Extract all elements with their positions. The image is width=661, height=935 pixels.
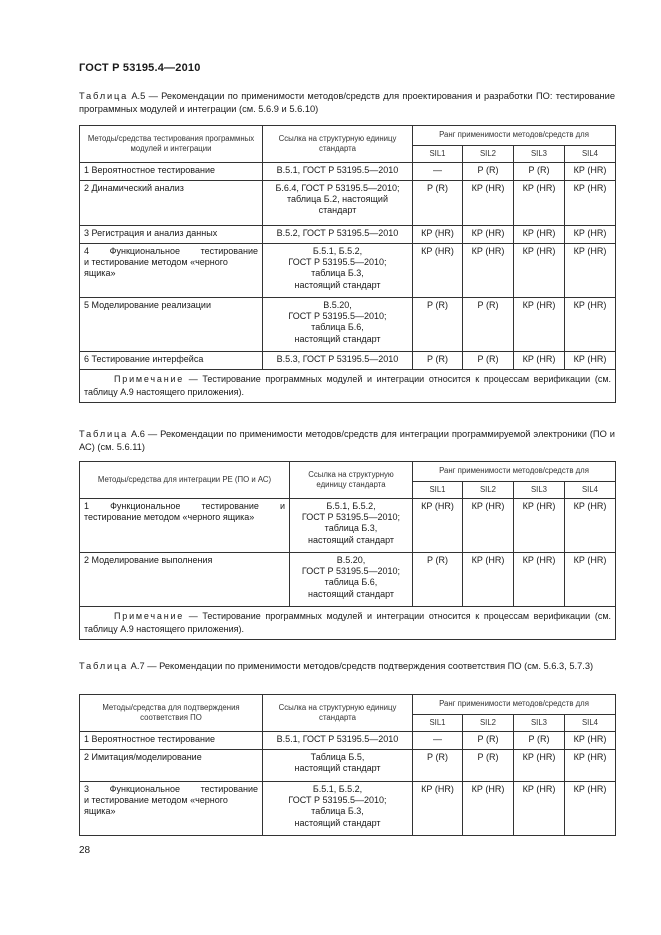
table-a5-caption-text: А.5 — Рекомендации по применимости методов/средств для проектирования и разработки ПО: тестирование программных модулей и интеграции (см. 5.6.9 и 5.6.10)	[79, 91, 615, 114]
sil4-cell: КР (HR)	[565, 782, 616, 836]
table-a5-caption-label: Таблица	[79, 91, 129, 101]
ref-line: ГОСТ Р 53195.5—2010;	[288, 311, 387, 322]
table-a7	[79, 694, 616, 836]
table-row	[80, 163, 616, 181]
ref-line: Таблица Б.5,	[310, 752, 365, 762]
sil4-cell: КР (HR)	[565, 732, 616, 750]
ref-line: настоящий стандарт	[294, 817, 381, 828]
table-a7-sil3-header: SIL3	[514, 715, 565, 732]
table-a7-sil1-header: SIL1	[413, 715, 463, 732]
table-a7-caption-text: А.7 — Рекомендации по применимости методов/средств подтверждения соответствия ПО (см. 5.6.3, 5.7.3)	[130, 661, 594, 671]
table-a6	[79, 461, 616, 640]
sil2-cell: КР (HR)	[463, 553, 514, 607]
ref-cell: В.5.2, ГОСТ Р 53195.5—2010	[263, 226, 413, 244]
table-a7-col-ref: Ссылка на структурную единицу стандарта	[263, 695, 413, 732]
ref-line: настоящий стандарт	[294, 763, 381, 774]
sil3-cell: КР (HR)	[514, 352, 565, 370]
method-cell: 5 Моделирование реализации	[80, 298, 263, 352]
note-text: — Тестирование программных модулей и интеграции относится к процессам верификации (см. таблицу А.9 настоящего приложения).	[84, 611, 612, 634]
document-header: ГОСТ Р 53195.4—2010	[79, 62, 201, 74]
sil2-cell: Р (R)	[463, 732, 514, 750]
sil2-cell: КР (HR)	[463, 499, 514, 553]
sil3-cell: КР (HR)	[514, 181, 565, 226]
table-row	[80, 352, 616, 370]
sil1-cell: КР (HR)	[413, 782, 463, 836]
ref-line: настоящий стандарт	[294, 333, 381, 344]
sil2-cell: Р (R)	[463, 163, 514, 181]
table-a5-col-rank: Ранг применимости методов/средств для	[413, 126, 616, 146]
sil1-cell: Р (R)	[413, 553, 463, 607]
method-cell: 3 Регистрация и анализ данных	[80, 226, 263, 244]
method-cell: 2 Моделирование выполнения	[80, 553, 290, 607]
table-a5-sil2-header: SIL2	[463, 146, 514, 163]
table-a7-sil4-header: SIL4	[565, 715, 616, 732]
sil3-cell: КР (HR)	[514, 553, 565, 607]
table-a5-sil1-header: SIL1	[413, 146, 463, 163]
method-cell: 6 Тестирование интерфейса	[80, 352, 263, 370]
sil4-cell: КР (HR)	[565, 499, 616, 553]
table-a7-sil2-header: SIL2	[463, 715, 514, 732]
table-row	[80, 732, 616, 750]
table-row	[80, 782, 616, 836]
table-a7-col-rank: Ранг применимости методов/средств для	[413, 695, 616, 715]
table-a6-col-method: Методы/средства для интеграции РЕ (ПО и АС)	[80, 462, 290, 499]
ref-cell: В.5.3, ГОСТ Р 53195.5—2010	[263, 352, 413, 370]
table-row	[80, 553, 616, 607]
note-label: Примечание	[114, 611, 185, 621]
sil2-cell: КР (HR)	[463, 226, 514, 244]
sil2-cell: Р (R)	[463, 298, 514, 352]
sil1-cell: КР (HR)	[413, 226, 463, 244]
ref-line: таблица Б.3,	[324, 523, 378, 534]
sil4-cell: КР (HR)	[565, 163, 616, 181]
ref-cell	[263, 244, 413, 298]
sil4-cell: КР (HR)	[565, 298, 616, 352]
sil3-cell: КР (HR)	[514, 782, 565, 836]
sil3-cell: КР (HR)	[514, 226, 565, 244]
table-row	[80, 181, 616, 226]
ref-cell	[290, 499, 413, 553]
ref-line: таблица Б.6,	[311, 322, 364, 333]
method-line: 4 Функциональное тестирование	[84, 246, 258, 256]
table-a6-sil2-header: SIL2	[463, 482, 514, 499]
table-row	[80, 244, 616, 298]
sil4-cell: КР (HR)	[565, 181, 616, 226]
table-a5-col-ref: Ссылка на структурную единицу стандарта	[263, 126, 413, 163]
ref-cell	[263, 298, 413, 352]
sil3-cell: Р (R)	[514, 163, 565, 181]
sil3-cell: КР (HR)	[514, 750, 565, 782]
ref-line: настоящий стандарт	[307, 588, 395, 599]
table-a6-sil4-header: SIL4	[565, 482, 616, 499]
table-a6-sil1-header: SIL1	[413, 482, 463, 499]
table-row	[80, 750, 616, 782]
ref-line: Б.5.1, Б.5.2,	[326, 501, 376, 511]
sil1-cell: Р (R)	[413, 181, 463, 226]
sil2-cell: КР (HR)	[463, 244, 514, 298]
method-cell	[80, 782, 263, 836]
table-note-row	[80, 607, 616, 640]
sil3-cell: КР (HR)	[514, 244, 565, 298]
sil1-cell: КР (HR)	[413, 499, 463, 553]
ref-cell	[263, 750, 413, 782]
ref-cell: В.5.1, ГОСТ Р 53195.5—2010	[263, 163, 413, 181]
ref-line: ГОСТ Р 53195.5—2010;	[301, 566, 401, 577]
method-cell: 2 Имитация/моделирование	[80, 750, 263, 782]
table-a6-caption-text: А.6 — Рекомендации по применимости методов/средств для интеграции программируемой электроники (ПО и АС) (см. 5.6.11)	[79, 429, 615, 452]
sil1-cell: Р (R)	[413, 298, 463, 352]
method-cell: 1 Функциональное тестирование и тестирование методом «черного ящика»	[80, 499, 290, 553]
table-a7-caption-label: Таблица	[79, 661, 129, 671]
sil2-cell: КР (HR)	[463, 181, 514, 226]
table-note-row	[80, 370, 616, 403]
table-a6-caption	[79, 428, 615, 453]
method-cell: 1 Вероятностное тестирование	[80, 163, 263, 181]
table-a7-col-method: Методы/средства для подтверждения соответствия ПО	[80, 695, 263, 732]
sil4-cell: КР (HR)	[565, 553, 616, 607]
note-label: Примечание	[114, 374, 185, 384]
table-a7-caption	[79, 660, 615, 673]
sil4-cell: КР (HR)	[565, 244, 616, 298]
ref-line: таблица Б.6,	[324, 577, 378, 588]
ref-line: В.5.20,	[336, 555, 366, 565]
sil1-cell: КР (HR)	[413, 244, 463, 298]
ref-line: настоящий стандарт	[307, 534, 395, 545]
table-a5-sil3-header: SIL3	[514, 146, 565, 163]
method-cell: 1 Вероятностное тестирование	[80, 732, 263, 750]
table-a5-col-method: Методы/средства тестирования программных модулей и интеграции	[80, 126, 263, 163]
sil1-cell: Р (R)	[413, 352, 463, 370]
sil1-cell: Р (R)	[413, 750, 463, 782]
table-a6-sil3-header: SIL3	[514, 482, 565, 499]
ref-line: таблица Б.3,	[311, 806, 364, 817]
method-cell: 2 Динамический анализ	[80, 181, 263, 226]
sil3-cell: КР (HR)	[514, 298, 565, 352]
ref-line: Б.5.1, Б.5.2,	[312, 246, 363, 256]
table-a6-caption-label: Таблица	[79, 429, 129, 439]
table-row	[80, 499, 616, 553]
ref-cell: Б.6.4, ГОСТ Р 53195.5—2010; таблица Б.2, настоящий стандарт	[263, 181, 413, 226]
method-line: и тестирование методом «черного ящика»	[84, 257, 228, 279]
table-a5-sil4-header: SIL4	[565, 146, 616, 163]
ref-cell	[290, 553, 413, 607]
method-line: 3 Функциональное тестирование	[84, 784, 258, 794]
table-a5-note	[80, 370, 616, 403]
sil3-cell: Р (R)	[514, 732, 565, 750]
sil1-cell: —	[413, 163, 463, 181]
ref-cell: В.5.1, ГОСТ Р 53195.5—2010	[263, 732, 413, 750]
ref-line: Б.5.1, Б.5.2,	[312, 784, 363, 794]
ref-line: настоящий стандарт	[294, 279, 381, 290]
ref-line: таблица Б.3,	[311, 268, 364, 279]
ref-line: ГОСТ Р 53195.5—2010;	[288, 795, 387, 806]
ref-line: ГОСТ Р 53195.5—2010;	[288, 257, 387, 268]
method-cell	[80, 244, 263, 298]
table-a5	[79, 125, 616, 403]
sil2-cell: Р (R)	[463, 750, 514, 782]
ref-line: В.5.20,	[323, 300, 352, 310]
table-a6-note	[80, 607, 616, 640]
ref-cell	[263, 782, 413, 836]
sil3-cell: КР (HR)	[514, 499, 565, 553]
sil4-cell: КР (HR)	[565, 750, 616, 782]
table-a6-col-ref: Ссылка на структурную единицу стандарта	[290, 462, 413, 499]
table-a6-col-rank: Ранг применимости методов/средств для	[413, 462, 616, 482]
note-text: — Тестирование программных модулей и интеграции относится к процессам верификации (см. таблицу А.9 настоящего приложения).	[84, 374, 612, 397]
page-number: 28	[79, 845, 91, 856]
sil2-cell: КР (HR)	[463, 782, 514, 836]
table-a5-caption	[79, 90, 615, 115]
table-row	[80, 226, 616, 244]
sil1-cell: —	[413, 732, 463, 750]
method-line: и тестирование методом «черного ящика»	[84, 795, 228, 817]
ref-line: ГОСТ Р 53195.5—2010;	[301, 512, 401, 523]
sil4-cell: КР (HR)	[565, 226, 616, 244]
sil2-cell: Р (R)	[463, 352, 514, 370]
sil4-cell: КР (HR)	[565, 352, 616, 370]
table-row	[80, 298, 616, 352]
